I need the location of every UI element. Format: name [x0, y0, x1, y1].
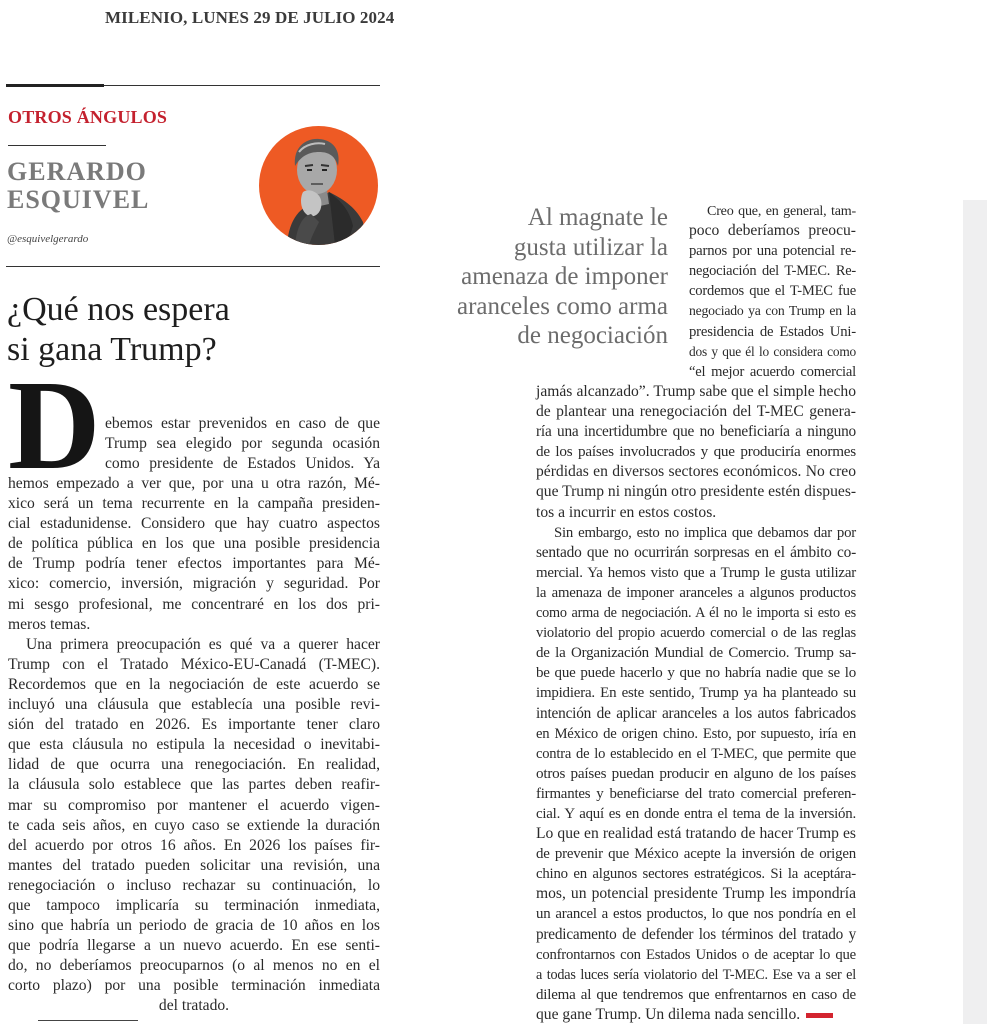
side-panel — [963, 200, 987, 1024]
body-line: del tratado. — [158, 997, 230, 1015]
body-line: negociado ya con Trump en la — [689, 303, 856, 319]
body-line: “el mejor acuerdo comercial — [689, 363, 856, 380]
body-line: de plantear una renegociación del T-MEC genera- — [536, 403, 856, 421]
body-line: incluyó una cláusula que establecía una posible revi- — [8, 696, 380, 714]
body-line: de política pública en los que una posible presidencia — [8, 535, 380, 553]
body-line: mi sesgo profesional, me concentraré en los dos pri- — [8, 595, 380, 613]
body-line: Creo que, en general, tam- — [707, 203, 856, 219]
author-name — [7, 158, 149, 214]
body-line: que tampoco implicaría su terminación inmediata, — [8, 896, 380, 914]
section-label: OTROS ÁNGULOS — [8, 107, 168, 127]
body-line: firmantes y beneficiarse del trato comercial preferen- — [536, 785, 856, 802]
body-line: de la Organización Mundial de Comercio. Trump sa- — [536, 645, 856, 662]
body-line: de los países involucrados y que produciría enormes — [536, 443, 856, 461]
header-bottom-rule — [6, 266, 380, 267]
body-line: Lo que en realidad está tratando de hacer Trump es — [536, 825, 856, 843]
body-line: cial. Y aquí es en donde entra el tema de la inversión. — [536, 805, 856, 822]
author-portrait — [259, 126, 378, 245]
body-line: intención de aplicar aranceles a los autos fabricados — [536, 704, 856, 722]
body-line: del acuerdo por otros 16 años. En 2026 los países fir- — [8, 836, 380, 854]
body-line: sino que habría un periodo de gracia de 10 años en los — [8, 917, 380, 935]
body-lead-lines — [105, 414, 380, 474]
body-line: corto plazo) por una posible terminación inmediata — [8, 977, 380, 995]
headline-line: ¿Qué nos espera — [7, 291, 230, 328]
body-line: negociación del T-MEC. Re- — [689, 263, 856, 280]
body-line: sentado que no ocurrirán sorpresas en el ámbito co- — [536, 543, 856, 561]
body-line: hemos empezado a ver que, por una u otra razón, Mé- — [8, 475, 380, 492]
body-line: violatorio del propio acuerdo comercial o de las reglas — [536, 625, 856, 642]
dateline: MILENIO, LUNES 29 DE JULIO 2024 — [105, 8, 395, 27]
pull-quote-line: de negociación — [517, 322, 668, 349]
body-line: que Trump ni ningún otro presidente estén dispues- — [536, 483, 857, 501]
author-last-name: ESQUIVEL — [7, 185, 150, 214]
headline — [7, 290, 230, 370]
body-line: xico: comercio, inversión, migración y seguridad. Por — [8, 575, 380, 593]
body-line: jamás alcanzado”. Trump sabe que el simple hecho — [536, 383, 856, 400]
body-line: impidiera. En este sentido, Trump ya ha planteado su — [536, 685, 856, 702]
body-line: un arancel a estos productos, lo que nos pondría en el — [536, 906, 856, 923]
body-line: mar su compromiso por mantener el acuerdo vigen- — [8, 796, 380, 814]
body-line: te cada seis años, en cuyo caso se extiende la duración — [8, 816, 380, 834]
body-line: la amenaza de imponer aranceles a algunos productos — [536, 584, 856, 601]
author-portrait-illustration — [259, 126, 378, 245]
body-line: que podría llegarse a un nuevo acuerdo. En ese senti- — [8, 937, 380, 955]
body-line: Trump con el Tratado México-EU-Canadá (T-MEC). — [8, 655, 380, 673]
body-line-text: que gane Trump. Un dilema nada sencillo. — [536, 1005, 801, 1023]
body-line: poco deberíamos preocu- — [689, 222, 856, 240]
body-line: la cláusula solo establece que las partes deben reafir- — [8, 776, 380, 794]
body-line: sión del tratado en 2026. Es importante tener claro — [8, 716, 380, 734]
body-line: do, no deberíamos preocuparnos (o al menos no en el — [8, 957, 380, 975]
footer-rule — [38, 1020, 138, 1021]
body-line: parnos por una potencial re- — [689, 243, 856, 260]
body-line: de prevenir que México acepte la inversión de origen — [536, 846, 856, 863]
pull-quote-line: Al magnate le — [527, 204, 668, 231]
body-line: xico será un tema recurrente en la campaña presiden- — [8, 495, 380, 513]
body-line: mos, un potencial presidente Trump les impondría — [536, 885, 856, 903]
body-line: lidad de que ocurra una renegociación. En realidad, — [8, 756, 380, 774]
body-line: predicamento de defender los términos del tratado y — [536, 925, 856, 943]
body-line: Sin embargo, esto no implica que debamos dar por — [554, 524, 856, 541]
body-line: dos y que él lo considera como — [689, 343, 856, 359]
pull-quote-line: gusta utilizar la — [513, 233, 668, 261]
body-line: renegociación o incluso rechazar su continuación, lo — [8, 876, 380, 894]
body-line: mantes del tratado pueden solicitar una revisión, una — [8, 856, 380, 874]
author-first-name: GERARDO — [7, 157, 147, 186]
body-left-column — [8, 474, 380, 1017]
body-line: be que puede hacerlo y que no habría nadie que se lo — [536, 665, 856, 682]
body-line: dilema al que tendremos que enfrentarnos en caso de — [536, 986, 856, 1003]
body-line: mercial. Ya hemos visto que a Trump le gusta utilizar — [536, 564, 856, 581]
body-line: ebemos estar prevenidos en caso de que — [105, 415, 380, 432]
body-line: que esta cláusula no estipula la necesidad o inevitabi- — [8, 736, 380, 754]
end-of-article-mark — [806, 1013, 833, 1018]
author-handle: @esquivelgerardo — [7, 233, 89, 245]
body-line: a todas luces sería violatorio del T-MEC. Ese va a ser el — [536, 966, 856, 983]
pull-quote-line: aranceles como arma — [457, 292, 668, 320]
body-line: presidencia de Estados Uni- — [689, 323, 856, 340]
body-line: como presidente de Estados Unidos. Ya — [105, 455, 380, 473]
pull-quote-line: amenaza de imponer — [461, 263, 668, 290]
body-line: Trump sea elegido por segunda ocasión — [105, 435, 380, 453]
body-right-intro — [689, 201, 856, 382]
body-line-final — [536, 1005, 856, 1025]
body-line: confrontarnos con Estados Unidos o de aceptar lo que — [536, 946, 856, 963]
body-line: cial estadunidense. Considero que hay cuatro aspectos — [8, 515, 380, 533]
body-line: cordemos que el T-MEC fue — [689, 283, 856, 300]
headline-line: si gana Trump? — [7, 331, 217, 368]
pull-quote — [410, 203, 668, 351]
body-right-column — [536, 382, 856, 1025]
body-line: pérdidas en diversos sectores económicos. No creo — [536, 463, 856, 481]
body-line: ría una incertidumbre que no beneficiaría a ninguno — [536, 423, 856, 441]
top-rule-accent — [6, 84, 104, 87]
body-line: meros temas. — [8, 615, 91, 633]
body-line: Recordemos que en la negociación de este acuerdo se — [8, 675, 380, 693]
body-line: contra de lo establecido en el T-MEC, que permite que — [536, 745, 856, 762]
body-line: chino en algunos sectores estratégicos. Si la aceptára- — [536, 866, 856, 883]
body-line: Una primera preocupación es qué va a querer hacer — [26, 635, 380, 653]
body-line: tos a incurrir en estos costos. — [536, 503, 717, 521]
body-line: como arma de negociación. A él no le importa si esto es — [536, 605, 856, 622]
drop-cap: D — [8, 378, 101, 474]
body-line: de Trump podría tener efectos importantes para Mé- — [8, 555, 380, 573]
section-rule — [8, 145, 106, 146]
body-line: en México de origen chino. Esto, por supuesto, iría en — [536, 725, 856, 742]
body-line: otros países puedan producir en alguno de los países — [536, 765, 856, 782]
